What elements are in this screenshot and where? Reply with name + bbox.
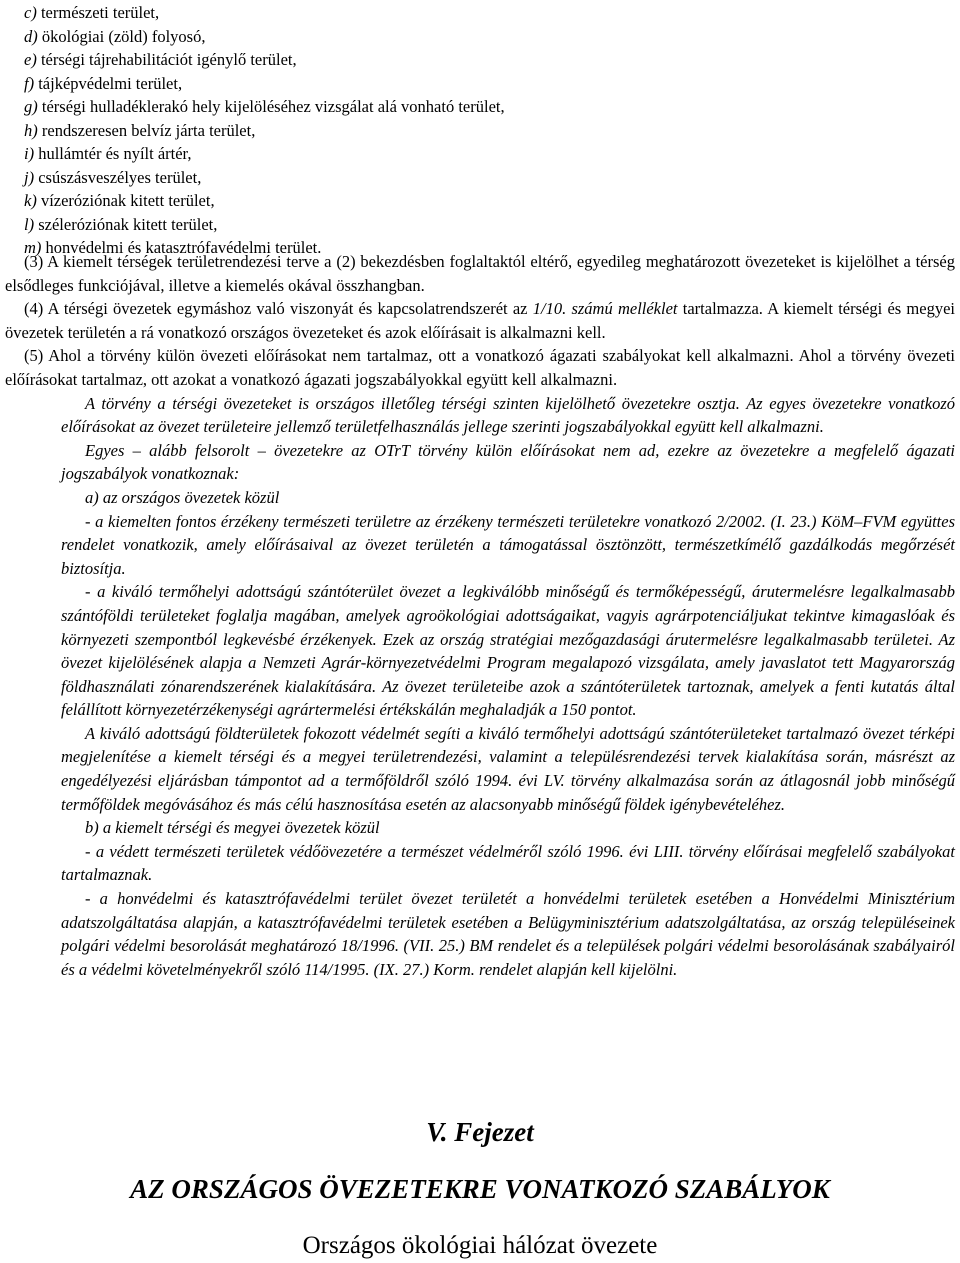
list-item: c) természeti terület,: [24, 3, 160, 22]
commentary-paragraph: A kiváló adottságú földterületek fokozott védelmét segíti a kiváló termőhelyi adottságú szántóterületeket tartalmazó övezet térképi megjelenítése a kiemelt térségi és a megyei területrendezési, valamint a településrendezési tervek kialakítása során, másrészt az engedélyezési eljárásban támpontot ad a termőföldről szóló 1994. évi LV. törvény alkalmazása során az átlagosnál jobb minőségű termőföldek megóvásához és más célú hasznosítása esetén az alacsonyabb minőségű földek igénybevételéhez.: [61, 723, 955, 814]
annex-reference: 1/10. számú melléklet: [532, 299, 678, 319]
commentary-paragraph: Egyes – alább felsorolt – övezetekre az OTrT törvény külön előírásokat nem ad, ezekre az övezetekre a megfelelő ágazati jogszabályok vonatkoznak:: [61, 440, 955, 484]
list-item: k) vízeróziónak kitett terület,: [24, 191, 215, 210]
chapter-number: V. Fejezet: [426, 1117, 534, 1147]
commentary-paragraph: A törvény a térségi övezeteket is országos illetőleg térségi szinten kijelölhető övezetekre osztja. Az egyes övezetekre vonatkozó előírásokat az övezet területeire jellemző területfelhasználás jellege szerinti jogszabályokkal együtt kell alkalmazni.: [61, 393, 955, 437]
commentary-paragraph: - a kiemelten fontos érzékeny természeti területre az érzékeny természeti területekre vonatkozó 2/2002. (I. 23.) KöM–FVM együttes rendelet vonatkozik, amely előírásaival az övezet területén a támogatással ösztönzött, természetkímélő gazdálkodás megőrzését biztosítja.: [61, 511, 955, 578]
list-item: e) térségi tájrehabilitációt igénylő terület,: [24, 50, 297, 69]
paragraph-4: (4) A térségi övezetek egymáshoz való viszonyát és kapcsolatrendszerét az 1/10. számú melléklet tartalmazza. A kiemelt térségi és megyei övezetek területén a rá vonatkozó országos övezeteket és azok előírásait is alkalmazni kell.: [5, 299, 955, 342]
list-item: j) csúszásveszélyes terület,: [24, 167, 202, 187]
body-text: [5, 250, 955, 981]
commentary-subheading: a) az országos övezetek közül: [85, 487, 280, 507]
paragraph-3: (3) A kiemelt térségek területrendezési terve a (2) bekezdésben foglaltaktól eltérő, egyedileg meghatározott övezeteket is kijelölhet a térség elsődleges funkciójával, illetve a kiemelés okával összhangban.: [5, 252, 955, 295]
list-item: g) térségi hulladéklerakó hely kijelöléséhez vizsgálat alá vonható terület,: [24, 97, 505, 116]
section-title: Országos ökológiai hálózat övezete: [302, 1232, 658, 1259]
list-item: i) hullámtér és nyílt ártér,: [24, 144, 192, 163]
list-item: h) rendszeresen belvíz járta terület,: [24, 120, 256, 140]
list-item: d) ökológiai (zöld) folyosó,: [24, 26, 206, 46]
commentary-paragraph: - a honvédelmi és katasztrófavédelmi terület övezet területét a honvédelmi területek esetében a Honvédelmi Minisztérium adatszolgáltatása alapján, a katasztrófavédelmi területek esetében a Belügyminisztérium adatszolgáltatása, az ország településeinek polgári védelmi besorolását meghatározó 18/1996. (VII. 25.) BM rendelet és a települések polgári védelmi besorolásának szabályairól és a védelmi követelményekről szóló 114/1995. (IX. 27.) Korm. rendelet alapján kell kijelölni.: [61, 889, 955, 979]
list-item: m) honvédelmi és katasztrófavédelmi terület.: [24, 238, 322, 257]
paragraph-5: (5) Ahol a törvény külön övezeti előírásokat nem tartalmaz, ott a vonatkozó ágazati szabályokat kell alkalmazni. Ahol a törvény övezeti előírásokat tartalmaz, ott azokat a vonatkozó ágazati jogszabályokkal együtt kell alkalmazni.: [5, 346, 955, 389]
commentary-paragraph: - a kiváló termőhelyi adottságú szántóterület övezet a legkiválóbb minőségű és termőképességű, árutermelésre legalkalmasabb szántóföldi területeket foglalja magában, amelyek agroökológiai adottságaikat, vagyis agrárpotenciáljukat tekintve kimagaslóak és környezeti szempontból legkevésbé érzékenyek. Ezek az ország stratégiai mezőgazdasági árutermelésre legalkalmasabb területei. Az övezet kijelölésének alapja a Nemzeti Agrár-környezetvédelmi Program megalapozó vizsgálata, amely javaslatot tett Magyarország földhasználati zónarendszerének kialakítására. Az övezet területeibe azok a szántóterületek tartoznak, amelyek a fenti kutatás által felállított környezetérzékenységi agrártermelési értékskálán meghaladják a 150 pontot.: [61, 582, 955, 720]
list-item: l) széleróziónak kitett terület,: [24, 214, 218, 234]
commentary-subheading: b) a kiemelt térségi és megyei övezetek közül: [85, 818, 380, 838]
chapter-title: AZ ORSZÁGOS ÖVEZETEKRE VONATKOZÓ SZABÁLYOK: [130, 1174, 830, 1204]
zone-list: [24, 1, 505, 260]
commentary-paragraph: - a védett természeti területek védőövezetére a természet védelméről szóló 1996. évi LIII. törvény előírásai megfelelő szabályokat tartalmaznak.: [61, 841, 955, 885]
list-item: f) tájképvédelmi terület,: [24, 73, 183, 93]
